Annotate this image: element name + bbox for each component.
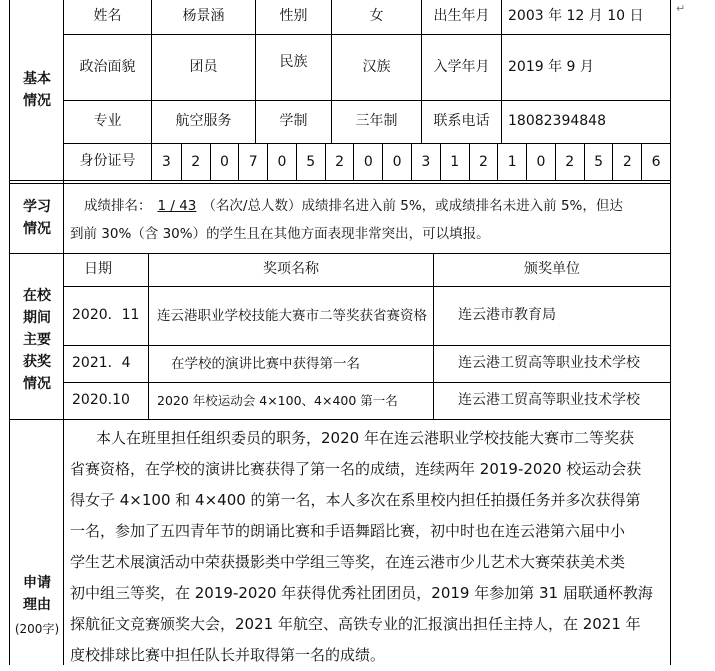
id-digit-cell: 5 xyxy=(296,144,325,180)
id-digit-cell: 6 xyxy=(641,144,670,180)
id-digit-cell: 2 xyxy=(612,144,641,180)
name-label: 姓名 xyxy=(93,8,122,25)
paragraph-mark-icon: ↵ xyxy=(676,2,686,15)
rank-suffix: （名次/总人数）成绩排名进入前 5%，或成绩排名未进入前 5%，但达 xyxy=(202,197,623,214)
section-line xyxy=(9,419,670,420)
header-award-unit: 颁奖单位 xyxy=(524,261,580,278)
id-label: 身份证号 xyxy=(79,153,136,170)
id-digit-cell: 1 xyxy=(440,144,469,180)
section-label-text: 在校期间主要获奖情况 xyxy=(23,288,51,392)
section-label-text: 申请理由 xyxy=(23,575,51,613)
gender-label: 性别 xyxy=(279,8,308,25)
rank-value: 1 / 43 xyxy=(157,197,197,214)
gender-value: 女 xyxy=(369,8,384,25)
header-award-name: 奖项名称 xyxy=(263,261,319,278)
id-digit-cell: 0 xyxy=(267,144,296,180)
politics-label: 政治面貌 xyxy=(79,58,136,75)
enroll-value: 2019 年 9 月 xyxy=(508,58,594,75)
birth-value: 2003 年 12 月 10 日 xyxy=(508,8,644,25)
award-row-1-name: 连云港职业学校技能大赛市二等奖获省赛资格 xyxy=(157,308,427,324)
word-limit-note: (200字) xyxy=(14,622,60,636)
system-label: 学制 xyxy=(279,113,308,130)
rank-prefix: 成绩排名： xyxy=(84,197,152,214)
reason-line: 本人在班里担任组织委员的职务，2020 年在连云港职业学校技能大赛市二等奖获 xyxy=(96,429,634,447)
major-value: 航空服务 xyxy=(175,113,232,130)
id-digit-cell: 0 xyxy=(353,144,382,180)
section-label-text: 基本情况 xyxy=(23,71,51,109)
reason-line: 省赛资格，在学校的演讲比赛获得了第一名的成绩，连续两年 2019-2020 校运动会获 xyxy=(70,460,642,478)
award-row-3-name: 2020 年校运动会 4×100、4×400 第一名 xyxy=(157,393,398,409)
reason-line: 得女子 4×100 和 4×400 的第一名，本人多次在系里校内担任拍摄任务并多次获得第 xyxy=(70,491,641,509)
section-label-text: 学习情况 xyxy=(23,199,51,237)
enroll-label: 入学年月 xyxy=(433,58,490,75)
phone-value: 18082394848 xyxy=(508,113,606,130)
header-date: 日期 xyxy=(84,261,112,278)
section-label-basic xyxy=(12,60,62,120)
reason-line: 一名，参加了五四青年节的朗诵比赛和手语舞蹈比赛，初中时也在连云港第六届中小 xyxy=(70,522,626,540)
id-digit-cell: 1 xyxy=(497,144,526,180)
award-row-1-unit: 连云港市教育局 xyxy=(458,307,556,324)
id-digit-cell: 3 xyxy=(161,154,171,170)
rank-line-1 xyxy=(84,195,670,217)
reason-line: 度校排球比赛中担任队长并取得第一名的成绩。 xyxy=(70,646,386,664)
id-number-digits xyxy=(152,144,670,180)
id-digit-cell: 5 xyxy=(584,144,613,180)
table-border-left xyxy=(9,0,10,665)
id-digit-cell: 2 xyxy=(181,144,210,180)
award-row-3-unit: 连云港工贸高等职业技术学校 xyxy=(458,392,640,409)
award-row-2-name: 在学校的演讲比赛中获得第一名 xyxy=(171,355,360,372)
award-row-2-date: 2021．4 xyxy=(72,355,131,372)
section-label-awards xyxy=(12,280,62,400)
table-border-right xyxy=(670,0,671,665)
id-digit-cell: 0 xyxy=(210,144,239,180)
section-line xyxy=(9,183,670,184)
section-label-study xyxy=(12,196,62,240)
section-label-reason xyxy=(12,570,62,618)
id-digit-cell: 7 xyxy=(238,144,267,180)
id-digit-cell: 0 xyxy=(382,144,411,180)
major-label: 专业 xyxy=(93,113,122,130)
id-digit-cell: 2 xyxy=(325,144,354,180)
id-digit-cell: 2 xyxy=(469,144,498,180)
birth-label: 出生年月 xyxy=(433,8,490,25)
reason-line: 探航征文竞赛颁奖大会，2021 年航空、高铁专业的汇报演出担任主持人，在 2021 年 xyxy=(70,615,641,633)
ethnic-label: 民族 xyxy=(279,53,308,70)
reason-line: 学生艺术展演活动中荣获摄影类中学组三等奖，在连云港市少儿艺术大赛荣获美术类 xyxy=(70,553,626,571)
award-row-1-date: 2020．11 xyxy=(72,307,140,324)
award-row-3-date: 2020.10 xyxy=(72,392,130,409)
id-digit-cell: 0 xyxy=(526,144,555,180)
application-reason-text xyxy=(70,423,668,671)
politics-value: 团员 xyxy=(189,58,218,75)
phone-label: 联系电话 xyxy=(433,113,490,130)
ethnic-value: 汉族 xyxy=(362,58,391,75)
section-line xyxy=(9,180,670,181)
reason-line: 初中组三等奖，在 2019-2020 年获得优秀社团团员，2019 年参加第 31 届联通杯教海 xyxy=(70,584,653,602)
name-value: 杨景涵 xyxy=(182,8,225,25)
id-digit-cell: 2 xyxy=(555,144,584,180)
system-value: 三年制 xyxy=(355,113,398,130)
award-row-2-unit: 连云港工贸高等职业技术学校 xyxy=(458,355,640,372)
id-digit-cell: 3 xyxy=(411,144,440,180)
rank-line-2: 到前 30%（含 30%）的学生且在其他方面表现非常突出，可以填报。 xyxy=(70,225,490,242)
